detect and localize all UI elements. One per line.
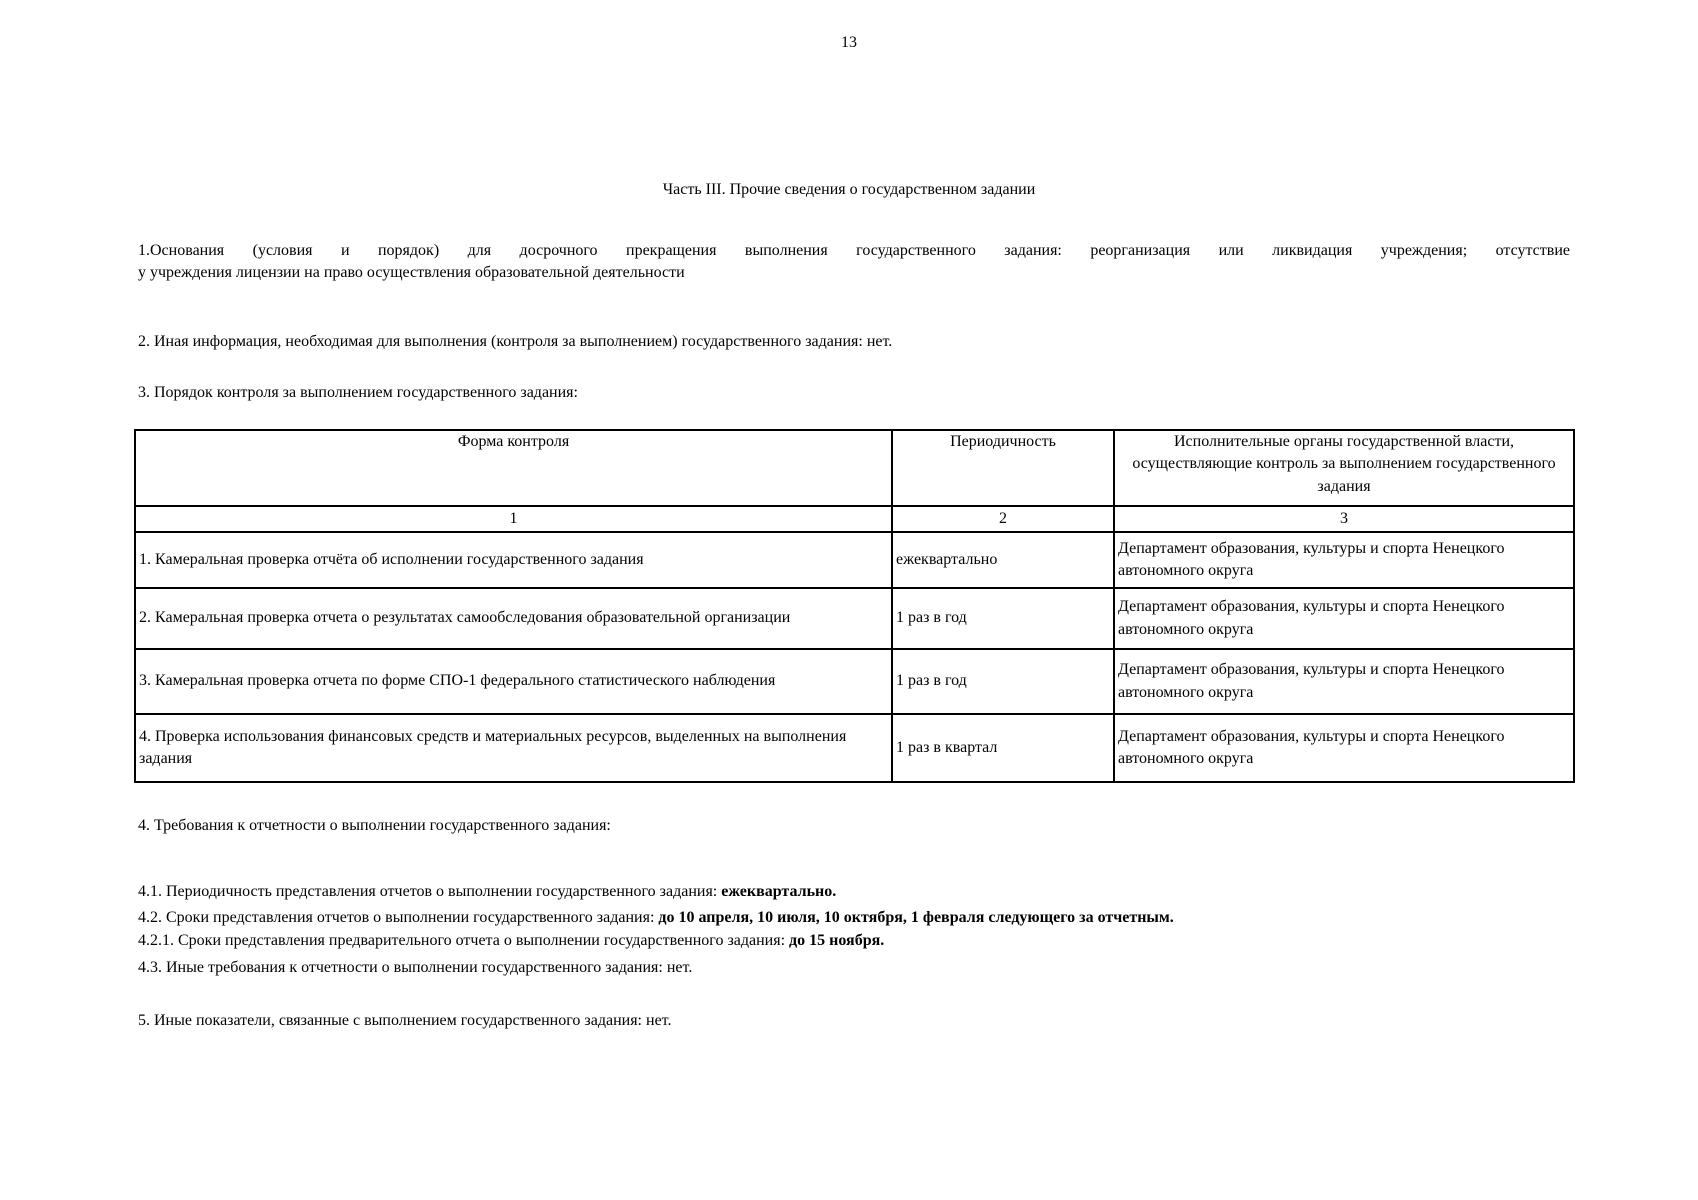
header-period: Периодичность bbox=[892, 430, 1114, 506]
item421-label: 4.2.1. Сроки представления предварительного отчета о выполнении государственного задания: bbox=[138, 932, 786, 949]
item41-label: 4.1. Периодичность представления отчетов о выполнении государственного задания: bbox=[138, 883, 718, 900]
header-authority: Исполнительные органы государственной власти, осуществляющие контроль за выполнением государственного задания bbox=[1114, 430, 1574, 506]
item42-value: до 10 апреля, 10 июля, 10 октября, 1 февраля следующего за отчетным. bbox=[658, 909, 1174, 926]
cell-period: 1 раз в год bbox=[892, 649, 1114, 714]
cell-authority: Департамент образования, культуры и спорта Ненецкого автономного округа bbox=[1114, 532, 1574, 588]
table-header-row bbox=[135, 430, 1574, 506]
table-column-numbers-row bbox=[135, 506, 1574, 532]
cell-form: 2. Камеральная проверка отчета о результатах самообследования образовательной организации bbox=[135, 588, 892, 649]
column-number: 3 bbox=[1114, 506, 1574, 532]
cell-period: 1 раз в год bbox=[892, 588, 1114, 649]
section3-title: 3. Порядок контроля за выполнением государственного задания: bbox=[138, 384, 578, 401]
section4-item-43: 4.3. Иные требования к отчетности о выполнении государственного задания: нет. bbox=[138, 959, 693, 976]
section1-line2: у учреждения лицензии на право осуществления образовательной деятельности bbox=[138, 264, 685, 281]
cell-authority: Департамент образования, культуры и спорта Ненецкого автономного округа bbox=[1114, 588, 1574, 649]
section4-item-42 bbox=[138, 907, 1570, 929]
item421-value: до 15 ноября. bbox=[789, 932, 885, 949]
section5-text: 5. Иные показатели, связанные с выполнением государственного задания: нет. bbox=[138, 1012, 672, 1029]
column-number: 1 bbox=[135, 506, 892, 532]
cell-period: ежеквартально bbox=[892, 532, 1114, 588]
column-number: 2 bbox=[892, 506, 1114, 532]
cell-authority: Департамент образования, культуры и спорта Ненецкого автономного округа bbox=[1114, 649, 1574, 714]
table-row bbox=[135, 532, 1574, 588]
table-row bbox=[135, 649, 1574, 714]
table-row bbox=[135, 588, 1574, 649]
section4-title: 4. Требования к отчетности о выполнении государственного задания: bbox=[138, 817, 611, 834]
cell-form: 1. Камеральная проверка отчёта об исполнении государственного задания bbox=[135, 532, 892, 588]
cell-authority: Департамент образования, культуры и спорта Ненецкого автономного округа bbox=[1114, 714, 1574, 782]
header-form: Форма контроля bbox=[135, 430, 892, 506]
part-title: Часть III. Прочие сведения о государственном задании bbox=[662, 181, 1036, 198]
control-table bbox=[134, 429, 1575, 783]
item42-label: 4.2. Сроки представления отчетов о выполнении государственного задания: bbox=[138, 909, 655, 926]
cell-period: 1 раз в квартал bbox=[892, 714, 1114, 782]
section2-text: 2. Иная информация, необходимая для выполнения (контроля за выполнением) государственного задания: нет. bbox=[138, 333, 893, 350]
cell-form: 4. Проверка использования финансовых средств и материальных ресурсов, выделенных на выполнения задания bbox=[135, 714, 892, 782]
cell-form: 3. Камеральная проверка отчета по форме СПО-1 федерального статистического наблюдения bbox=[135, 649, 892, 714]
page-number: 13 bbox=[841, 34, 857, 51]
section4-item-421 bbox=[138, 930, 1570, 952]
section1-line1: 1.Основания (условия и порядок) для досрочного прекращения выполнения государственного задания: реорганизация или ликвидация учреждения; отсутствие bbox=[138, 242, 1570, 259]
table-row bbox=[135, 714, 1574, 782]
section4-item-41 bbox=[138, 881, 1570, 903]
item41-value: ежеквартально. bbox=[721, 883, 837, 900]
